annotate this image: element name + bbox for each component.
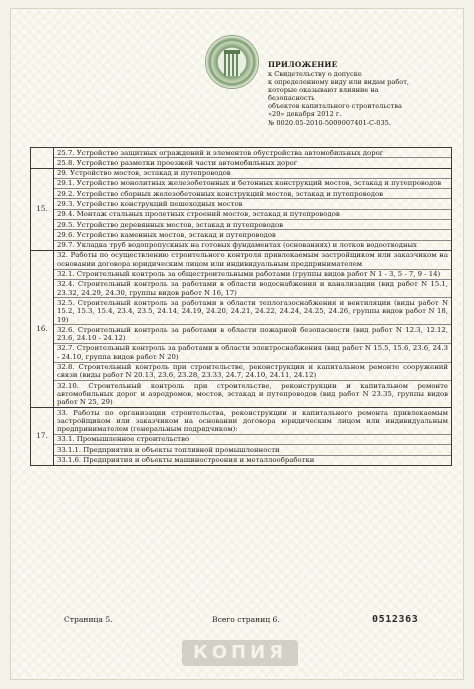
appendix-line: № 0020.05-2010-5009007401-С-035.	[268, 118, 391, 127]
appendix-title: ПРИЛОЖЕНИЕ	[268, 60, 338, 69]
list-item: 25.7. Устройство защитных ограждений и элементов обустройства автомобильных дорог	[57, 148, 384, 157]
list-item: 29. Устройство мостов, эстакад и путепроводов	[57, 169, 231, 178]
list-item: 29.5. Устройство деревянных мостов, эстакад и путепроводов	[54, 219, 451, 229]
appendix-line: объектов капитального строительства	[268, 102, 402, 111]
list-item: 32.1. Строительный контроль за общестроительными работами (группы видов работ N 1 - 3, 5 - 7, 9 - 14)	[54, 269, 451, 279]
row-content	[54, 250, 452, 407]
list-item: 33. Работы по организации строительства, реконструкции и капитального ремонта привлекаемым застройщиком или заказчиком на основании договора юридическим лицом или индивидуальным предпринимателем (генеральным подрядчиком):	[57, 408, 448, 434]
list-item: 32.10. Строительный контроль при строительстве, реконструкции и капитальном ремонте автомобильных дорог и аэродромов, мостов, эстакад и путепроводов (вид работ N 23.35, группы видов работ N 25, 29)	[54, 380, 451, 407]
works-table	[30, 147, 452, 466]
list-item: 32.4. Строительный контроль за работами в области водоснабжения и канализации (вид работ N 15.1, 23.32, 24.29, 24.30, группы видов работ N 16, 17)	[54, 279, 451, 298]
list-item: 32.8. Строительный контроль при строительстве, реконструкции и капитальном ремонте сооружений связи (виды работ N 20.13, 23.6, 23.28, 23.33, 24.7, 24.10, 24.11, 24.12)	[54, 362, 451, 381]
list-item: 32. Работы по осуществлению строительного контроля привлекаемым застройщиком или заказчиком на основании договора юридическим лицом или индивидуальным предпринимателем	[57, 251, 448, 268]
list-item: 32.6. Строительный контроль за работами в области пожарной безопасности (вид работ N 12.3, 12.12, 23.6, 24.10 - 24.12)	[54, 324, 451, 343]
appendix-line: которые оказывают влияние на	[268, 86, 379, 95]
row-number: 15.	[31, 168, 54, 250]
list-item: 33.1.1. Предприятия и объекты топливной промышленности	[54, 444, 451, 454]
total-pages: Всего страниц 6.	[212, 615, 280, 624]
list-item: 32.7. Строительный контроль за работами в области электроснабжения (вид работ N 15.5, 15.6, 23.6, 24.3 - 24.10, группа видов работ N 20)	[54, 343, 451, 362]
list-item: 29.3. Устройство конструкций пешеходных мостов	[54, 198, 451, 208]
serial-number: 0512363	[372, 614, 419, 625]
table-row	[31, 168, 452, 250]
copy-stamp: КОПИЯ	[182, 640, 298, 666]
row-content	[54, 148, 452, 169]
emblem-seal-icon	[206, 36, 258, 88]
row-number: 16.	[31, 250, 54, 407]
row-number	[31, 148, 54, 169]
list-item: 29.2. Устройство сборных железобетонных конструкций мостов, эстакад и путепроводов	[54, 188, 451, 198]
row-content	[54, 168, 452, 250]
table-row	[31, 148, 452, 169]
appendix-line: «20» декабря 2012 г.	[268, 110, 342, 119]
list-item: 25.8. Устройство разметки проезжей части автомобильных дорог	[54, 157, 451, 167]
list-item: 32.5. Строительный контроль за работами в области теплогазоснабжения и вентиляции (виды работ N 15.2, 15.3, 15.4, 23.4, 23.5, 24.14, 24.19, 24.20, 24.21, 24.22, 24.24, 24.25, 24.26, группы видов работ N 18, 19)	[54, 297, 451, 324]
list-item: 29.1. Устройство монолитных железобетонных и бетонных конструкций мостов, эстакад и путепроводов	[54, 178, 451, 188]
list-item: 29.4. Монтаж стальных пролетных строений мостов, эстакад и путепроводов	[54, 209, 451, 219]
row-number: 17.	[31, 408, 54, 466]
row-content	[54, 408, 452, 466]
list-item: 29.6. Устройство каменных мостов, эстакад и путепроводов	[54, 229, 451, 239]
appendix-header	[268, 60, 458, 127]
table-row	[31, 250, 452, 407]
appendix-line: к Свидетельству о допуске	[268, 70, 362, 78]
list-item: 29.7. Укладка труб водопропускных на готовых фундаментах (основаниях) и лотков водоотводных	[54, 240, 451, 250]
page-number: Страница 5.	[64, 615, 113, 624]
list-item: 33.1.6. Предприятия и объекты машиностроения и металлообработки	[54, 455, 451, 465]
appendix-line: безопасность	[268, 94, 315, 103]
appendix-line: к определенному виду или видам работ,	[268, 78, 409, 87]
list-item: 33.1. Промышленное строительство	[54, 434, 451, 444]
table-row	[31, 408, 452, 466]
